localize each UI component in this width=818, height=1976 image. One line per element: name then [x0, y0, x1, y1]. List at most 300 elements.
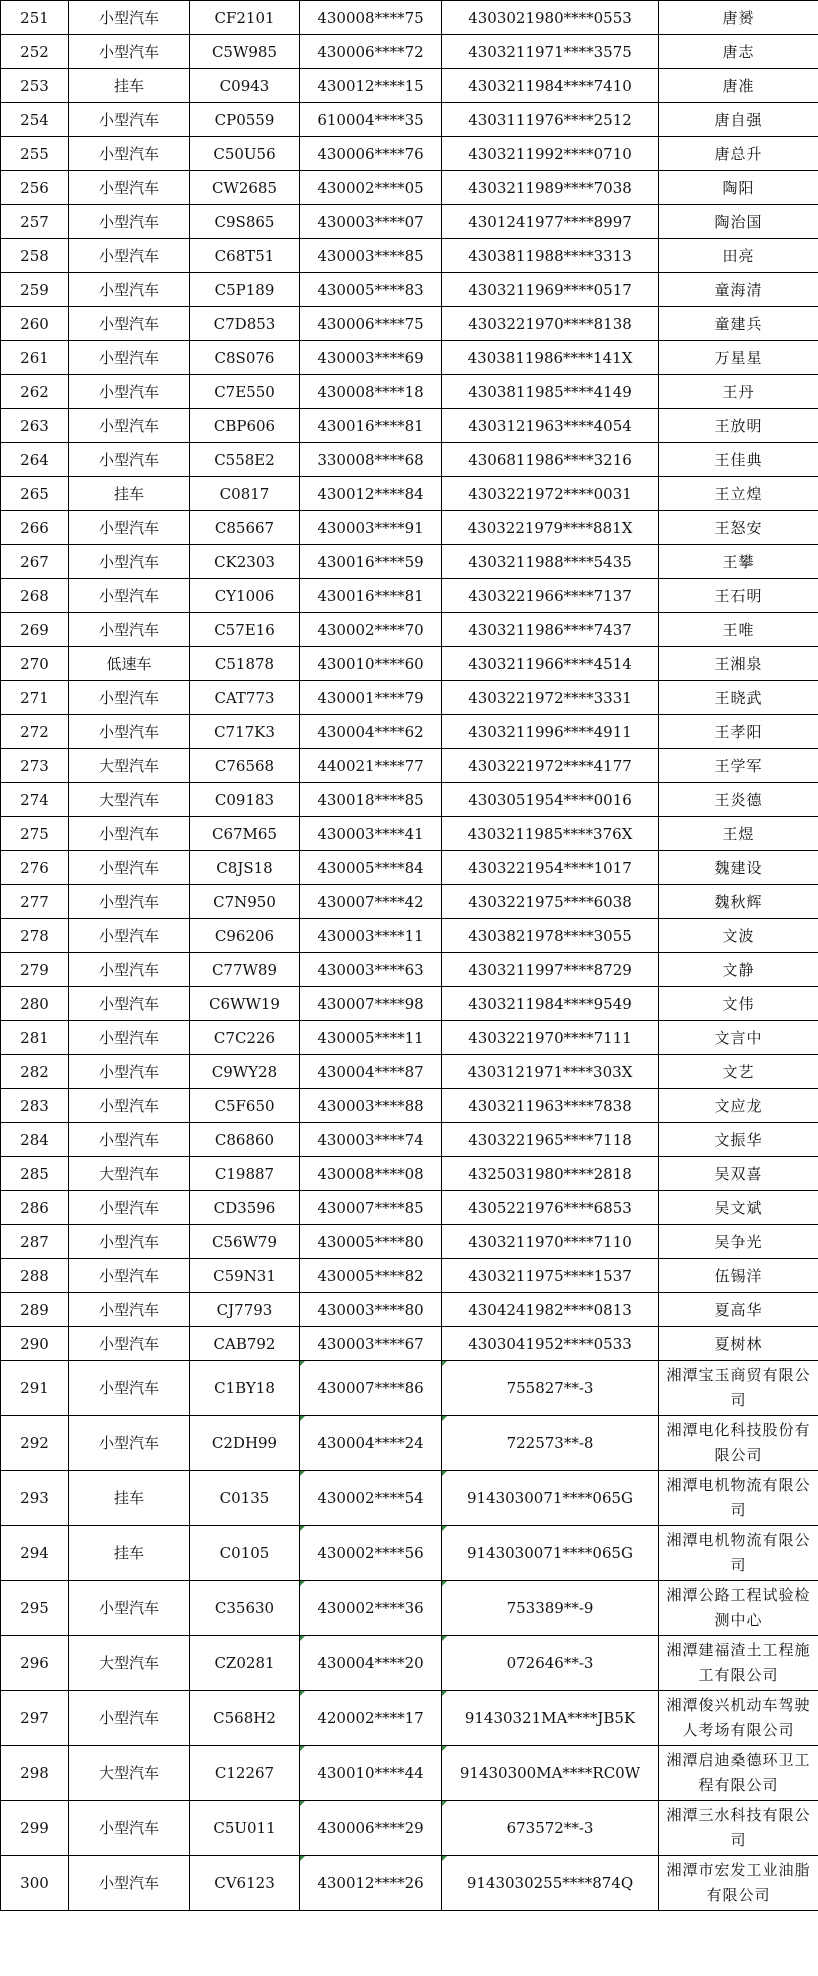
table-row	[1, 613, 818, 647]
owner-name-cell: 文艺	[659, 1055, 818, 1089]
owner-name-cell: 童建兵	[659, 307, 818, 341]
row-number-cell: 276	[1, 851, 69, 885]
id-number-cell: 4303121971****303X	[442, 1055, 659, 1089]
vehicle-type-cell: 小型汽车	[69, 715, 190, 749]
id-number-cell: 4303221979****881X	[442, 511, 659, 545]
table-row	[1, 239, 818, 273]
table-row	[1, 749, 818, 783]
vehicle-type-cell: 小型汽车	[69, 443, 190, 477]
owner-code-cell: 430010****44	[300, 1746, 442, 1801]
plate-number-cell: C76568	[190, 749, 300, 783]
vehicle-type-cell: 小型汽车	[69, 1327, 190, 1361]
table-row	[1, 409, 818, 443]
vehicle-type-cell: 小型汽车	[69, 205, 190, 239]
owner-name-cell: 王丹	[659, 375, 818, 409]
row-number-cell: 253	[1, 69, 69, 103]
plate-number-cell: C0105	[190, 1526, 300, 1581]
owner-name-cell: 王孝阳	[659, 715, 818, 749]
owner-code-cell: 430003****41	[300, 817, 442, 851]
owner-code-cell: 430007****42	[300, 885, 442, 919]
owner-name-cell: 王唯	[659, 613, 818, 647]
id-number-cell: 4303051954****0016	[442, 783, 659, 817]
owner-code-cell: 430003****80	[300, 1293, 442, 1327]
id-number-cell: 4303221975****6038	[442, 885, 659, 919]
table-row	[1, 1746, 818, 1801]
owner-code-cell: 430003****67	[300, 1327, 442, 1361]
owner-code-cell: 430003****07	[300, 205, 442, 239]
vehicle-type-cell: 小型汽车	[69, 307, 190, 341]
table-row	[1, 1691, 818, 1746]
vehicle-type-cell: 小型汽车	[69, 851, 190, 885]
table-row	[1, 1157, 818, 1191]
id-number-cell: 4303211988****5435	[442, 545, 659, 579]
row-number-cell: 283	[1, 1089, 69, 1123]
owner-code-cell: 430002****70	[300, 613, 442, 647]
owner-name-cell: 王怒安	[659, 511, 818, 545]
plate-number-cell: CW2685	[190, 171, 300, 205]
owner-code-cell: 430007****98	[300, 987, 442, 1021]
id-number-cell: 4304241982****0813	[442, 1293, 659, 1327]
id-number-cell: 4303221954****1017	[442, 851, 659, 885]
plate-number-cell: C0943	[190, 69, 300, 103]
plate-number-cell: C9S865	[190, 205, 300, 239]
plate-number-cell: CBP606	[190, 409, 300, 443]
vehicle-type-cell: 小型汽车	[69, 1021, 190, 1055]
owner-name-cell: 吴双喜	[659, 1157, 818, 1191]
row-number-cell: 275	[1, 817, 69, 851]
table-row	[1, 307, 818, 341]
plate-number-cell: C7E550	[190, 375, 300, 409]
id-number-cell: 4303211989****7038	[442, 171, 659, 205]
vehicle-type-cell: 大型汽车	[69, 1746, 190, 1801]
vehicle-type-cell: 小型汽车	[69, 273, 190, 307]
owner-code-cell: 430004****24	[300, 1416, 442, 1471]
owner-name-cell: 文波	[659, 919, 818, 953]
plate-number-cell: CV6123	[190, 1856, 300, 1911]
id-number-cell: 4303221972****3331	[442, 681, 659, 715]
owner-code-cell: 430005****80	[300, 1225, 442, 1259]
owner-code-cell: 430003****91	[300, 511, 442, 545]
owner-code-cell: 430008****75	[300, 1, 442, 35]
vehicle-type-cell: 小型汽车	[69, 1416, 190, 1471]
id-number-cell: 4303041952****0533	[442, 1327, 659, 1361]
id-number-cell: 9143030071****065G	[442, 1471, 659, 1526]
vehicle-type-cell: 小型汽车	[69, 1581, 190, 1636]
owner-code-cell: 430004****20	[300, 1636, 442, 1691]
id-number-cell: 4303221972****4177	[442, 749, 659, 783]
id-number-cell: 4303811988****3313	[442, 239, 659, 273]
vehicle-type-cell: 小型汽车	[69, 613, 190, 647]
plate-number-cell: CD3596	[190, 1191, 300, 1225]
plate-number-cell: C2DH99	[190, 1416, 300, 1471]
table-row	[1, 681, 818, 715]
plate-number-cell: C19887	[190, 1157, 300, 1191]
table-row	[1, 137, 818, 171]
table-row	[1, 579, 818, 613]
table-row	[1, 273, 818, 307]
owner-name-cell: 万星星	[659, 341, 818, 375]
owner-name-cell: 陶阳	[659, 171, 818, 205]
owner-code-cell: 430007****86	[300, 1361, 442, 1416]
vehicle-type-cell: 小型汽车	[69, 545, 190, 579]
row-number-cell: 293	[1, 1471, 69, 1526]
plate-number-cell: CZ0281	[190, 1636, 300, 1691]
table-row	[1, 1361, 818, 1416]
owner-name-cell: 王煜	[659, 817, 818, 851]
vehicle-type-cell: 小型汽车	[69, 409, 190, 443]
vehicle-type-cell: 挂车	[69, 1526, 190, 1581]
id-number-cell: 072646**-3	[442, 1636, 659, 1691]
plate-number-cell: C0817	[190, 477, 300, 511]
owner-name-cell: 吴文斌	[659, 1191, 818, 1225]
table-row	[1, 1225, 818, 1259]
id-number-cell: 4303211997****8729	[442, 953, 659, 987]
row-number-cell: 288	[1, 1259, 69, 1293]
owner-name-cell: 王晓武	[659, 681, 818, 715]
plate-number-cell: C68T51	[190, 239, 300, 273]
plate-number-cell: C7C226	[190, 1021, 300, 1055]
owner-name-cell: 湘潭三水科技有限公司	[659, 1801, 818, 1856]
row-number-cell: 284	[1, 1123, 69, 1157]
vehicle-type-cell: 大型汽车	[69, 1157, 190, 1191]
id-number-cell: 673572**-3	[442, 1801, 659, 1856]
owner-name-cell: 湘潭电机物流有限公司	[659, 1526, 818, 1581]
vehicle-type-cell: 小型汽车	[69, 1225, 190, 1259]
row-number-cell: 300	[1, 1856, 69, 1911]
id-number-cell: 4303111976****2512	[442, 103, 659, 137]
id-number-cell: 4303811985****4149	[442, 375, 659, 409]
vehicle-type-cell: 小型汽车	[69, 579, 190, 613]
vehicle-type-cell: 小型汽车	[69, 1293, 190, 1327]
row-number-cell: 263	[1, 409, 69, 443]
row-number-cell: 268	[1, 579, 69, 613]
owner-code-cell: 430003****74	[300, 1123, 442, 1157]
owner-code-cell: 330008****68	[300, 443, 442, 477]
plate-number-cell: CY1006	[190, 579, 300, 613]
owner-code-cell: 430001****79	[300, 681, 442, 715]
table-row	[1, 647, 818, 681]
vehicle-type-cell: 小型汽车	[69, 953, 190, 987]
owner-name-cell: 田亮	[659, 239, 818, 273]
owner-name-cell: 唐总升	[659, 137, 818, 171]
owner-code-cell: 430018****85	[300, 783, 442, 817]
owner-name-cell: 魏秋辉	[659, 885, 818, 919]
row-number-cell: 265	[1, 477, 69, 511]
vehicle-type-cell: 小型汽车	[69, 171, 190, 205]
table-row	[1, 1801, 818, 1856]
owner-name-cell: 湘潭建福渣土工程施工有限公司	[659, 1636, 818, 1691]
owner-name-cell: 文振华	[659, 1123, 818, 1157]
owner-name-cell: 唐自强	[659, 103, 818, 137]
id-number-cell: 4303821978****3055	[442, 919, 659, 953]
table-row	[1, 1327, 818, 1361]
owner-code-cell: 430002****56	[300, 1526, 442, 1581]
plate-number-cell: CJ7793	[190, 1293, 300, 1327]
table-row	[1, 1, 818, 35]
table-row	[1, 103, 818, 137]
owner-name-cell: 唐志	[659, 35, 818, 69]
id-number-cell: 4303211975****1537	[442, 1259, 659, 1293]
vehicle-type-cell: 小型汽车	[69, 239, 190, 273]
owner-name-cell: 湘潭宝玉商贸有限公司	[659, 1361, 818, 1416]
id-number-cell: 4303211996****4911	[442, 715, 659, 749]
owner-code-cell: 610004****35	[300, 103, 442, 137]
plate-number-cell: C35630	[190, 1581, 300, 1636]
vehicle-type-cell: 小型汽车	[69, 511, 190, 545]
row-number-cell: 258	[1, 239, 69, 273]
plate-number-cell: C5F650	[190, 1089, 300, 1123]
owner-name-cell: 王炎德	[659, 783, 818, 817]
table-row	[1, 69, 818, 103]
id-number-cell: 4303211984****7410	[442, 69, 659, 103]
owner-code-cell: 430006****29	[300, 1801, 442, 1856]
owner-code-cell: 430002****36	[300, 1581, 442, 1636]
id-number-cell: 755827**-3	[442, 1361, 659, 1416]
plate-number-cell: C96206	[190, 919, 300, 953]
owner-name-cell: 湘潭电机物流有限公司	[659, 1471, 818, 1526]
plate-number-cell: C77W89	[190, 953, 300, 987]
owner-name-cell: 湘潭俊兴机动车驾驶人考场有限公司	[659, 1691, 818, 1746]
row-number-cell: 261	[1, 341, 69, 375]
row-number-cell: 290	[1, 1327, 69, 1361]
plate-number-cell: C5W985	[190, 35, 300, 69]
plate-number-cell: C67M65	[190, 817, 300, 851]
table-row	[1, 341, 818, 375]
plate-number-cell: C7N950	[190, 885, 300, 919]
owner-code-cell: 430003****69	[300, 341, 442, 375]
row-number-cell: 266	[1, 511, 69, 545]
row-number-cell: 264	[1, 443, 69, 477]
row-number-cell: 272	[1, 715, 69, 749]
owner-name-cell: 文伟	[659, 987, 818, 1021]
table-row	[1, 171, 818, 205]
row-number-cell: 296	[1, 1636, 69, 1691]
row-number-cell: 292	[1, 1416, 69, 1471]
owner-code-cell: 430005****82	[300, 1259, 442, 1293]
id-number-cell: 4303121963****4054	[442, 409, 659, 443]
owner-code-cell: 430016****81	[300, 579, 442, 613]
row-number-cell: 267	[1, 545, 69, 579]
plate-number-cell: C56W79	[190, 1225, 300, 1259]
owner-code-cell: 430008****08	[300, 1157, 442, 1191]
owner-name-cell: 湘潭市宏发工业油脂有限公司	[659, 1856, 818, 1911]
row-number-cell: 259	[1, 273, 69, 307]
owner-name-cell: 文静	[659, 953, 818, 987]
vehicle-type-cell: 小型汽车	[69, 1691, 190, 1746]
table-row	[1, 1055, 818, 1089]
plate-number-cell: C558E2	[190, 443, 300, 477]
table-row	[1, 511, 818, 545]
table-row	[1, 1471, 818, 1526]
vehicle-type-cell: 小型汽车	[69, 1361, 190, 1416]
owner-code-cell: 430012****26	[300, 1856, 442, 1911]
owner-name-cell: 湘潭启迪桑德环卫工程有限公司	[659, 1746, 818, 1801]
vehicle-type-cell: 小型汽车	[69, 987, 190, 1021]
plate-number-cell: C09183	[190, 783, 300, 817]
owner-code-cell: 430003****85	[300, 239, 442, 273]
plate-number-cell: C51878	[190, 647, 300, 681]
vehicle-type-cell: 低速车	[69, 647, 190, 681]
row-number-cell: 287	[1, 1225, 69, 1259]
owner-code-cell: 420002****17	[300, 1691, 442, 1746]
row-number-cell: 280	[1, 987, 69, 1021]
vehicle-type-cell: 小型汽车	[69, 1, 190, 35]
table-row	[1, 1526, 818, 1581]
table-row	[1, 1636, 818, 1691]
id-number-cell: 9143030255****874Q	[442, 1856, 659, 1911]
owner-code-cell: 430006****75	[300, 307, 442, 341]
owner-code-cell: 430005****83	[300, 273, 442, 307]
vehicle-type-cell: 小型汽车	[69, 885, 190, 919]
id-number-cell: 4305221976****6853	[442, 1191, 659, 1225]
table-row	[1, 1021, 818, 1055]
owner-name-cell: 湘潭电化科技股份有限公司	[659, 1416, 818, 1471]
vehicle-type-cell: 小型汽车	[69, 817, 190, 851]
table-row	[1, 443, 818, 477]
owner-code-cell: 430005****84	[300, 851, 442, 885]
plate-number-cell: C12267	[190, 1746, 300, 1801]
table-row	[1, 1856, 818, 1911]
owner-code-cell: 430002****54	[300, 1471, 442, 1526]
owner-name-cell: 童海清	[659, 273, 818, 307]
table-row	[1, 1259, 818, 1293]
id-number-cell: 753389**-9	[442, 1581, 659, 1636]
owner-name-cell: 唐准	[659, 69, 818, 103]
id-number-cell: 4306811986****3216	[442, 443, 659, 477]
row-number-cell: 273	[1, 749, 69, 783]
row-number-cell: 298	[1, 1746, 69, 1801]
owner-code-cell: 430016****81	[300, 409, 442, 443]
id-number-cell: 4303221970****7111	[442, 1021, 659, 1055]
vehicle-type-cell: 小型汽车	[69, 1856, 190, 1911]
row-number-cell: 281	[1, 1021, 69, 1055]
vehicle-type-cell: 小型汽车	[69, 1801, 190, 1856]
owner-name-cell: 陶治国	[659, 205, 818, 239]
row-number-cell: 294	[1, 1526, 69, 1581]
row-number-cell: 278	[1, 919, 69, 953]
table-row	[1, 1089, 818, 1123]
owner-code-cell: 430002****05	[300, 171, 442, 205]
owner-name-cell: 夏高华	[659, 1293, 818, 1327]
table-row	[1, 953, 818, 987]
row-number-cell: 299	[1, 1801, 69, 1856]
table-row	[1, 919, 818, 953]
plate-number-cell: C717K3	[190, 715, 300, 749]
id-number-cell: 91430300MA****RC0W	[442, 1746, 659, 1801]
plate-number-cell: CAB792	[190, 1327, 300, 1361]
owner-code-cell: 430005****11	[300, 1021, 442, 1055]
owner-code-cell: 430012****15	[300, 69, 442, 103]
row-number-cell: 277	[1, 885, 69, 919]
owner-name-cell: 王湘泉	[659, 647, 818, 681]
owner-code-cell: 430004****87	[300, 1055, 442, 1089]
table-row	[1, 817, 818, 851]
row-number-cell: 254	[1, 103, 69, 137]
vehicle-type-cell: 小型汽车	[69, 1191, 190, 1225]
id-number-cell: 4303211986****7437	[442, 613, 659, 647]
vehicle-type-cell: 小型汽车	[69, 35, 190, 69]
owner-code-cell: 430004****62	[300, 715, 442, 749]
owner-name-cell: 夏树林	[659, 1327, 818, 1361]
vehicle-type-cell: 小型汽车	[69, 341, 190, 375]
table-row	[1, 1581, 818, 1636]
plate-number-cell: C57E16	[190, 613, 300, 647]
vehicle-type-cell: 小型汽车	[69, 1123, 190, 1157]
vehicle-type-cell: 大型汽车	[69, 1636, 190, 1691]
plate-number-cell: CK2303	[190, 545, 300, 579]
table-row	[1, 715, 818, 749]
owner-name-cell: 吴争光	[659, 1225, 818, 1259]
row-number-cell: 297	[1, 1691, 69, 1746]
plate-number-cell: C9WY28	[190, 1055, 300, 1089]
table-row	[1, 375, 818, 409]
plate-number-cell: C59N31	[190, 1259, 300, 1293]
vehicle-type-cell: 小型汽车	[69, 375, 190, 409]
table-row	[1, 1123, 818, 1157]
owner-name-cell: 唐赟	[659, 1, 818, 35]
row-number-cell: 286	[1, 1191, 69, 1225]
owner-code-cell: 430006****76	[300, 137, 442, 171]
row-number-cell: 260	[1, 307, 69, 341]
owner-name-cell: 王石明	[659, 579, 818, 613]
table-row	[1, 783, 818, 817]
owner-name-cell: 王攀	[659, 545, 818, 579]
id-number-cell: 9143030071****065G	[442, 1526, 659, 1581]
plate-number-cell: CAT773	[190, 681, 300, 715]
id-number-cell: 4303221970****8138	[442, 307, 659, 341]
row-number-cell: 282	[1, 1055, 69, 1089]
id-number-cell: 4303211970****7110	[442, 1225, 659, 1259]
row-number-cell: 255	[1, 137, 69, 171]
owner-code-cell: 430012****84	[300, 477, 442, 511]
vehicle-type-cell: 小型汽车	[69, 1259, 190, 1293]
owner-code-cell: 430003****88	[300, 1089, 442, 1123]
owner-name-cell: 文言中	[659, 1021, 818, 1055]
plate-number-cell: C8S076	[190, 341, 300, 375]
owner-code-cell: 440021****77	[300, 749, 442, 783]
owner-name-cell: 王学军	[659, 749, 818, 783]
owner-code-cell: 430003****63	[300, 953, 442, 987]
plate-number-cell: CP0559	[190, 103, 300, 137]
plate-number-cell: C8JS18	[190, 851, 300, 885]
id-number-cell: 4325031980****2818	[442, 1157, 659, 1191]
table-row	[1, 477, 818, 511]
vehicle-type-cell: 小型汽车	[69, 919, 190, 953]
vehicle-type-cell: 小型汽车	[69, 137, 190, 171]
id-number-cell: 4301241977****8997	[442, 205, 659, 239]
owner-name-cell: 王放明	[659, 409, 818, 443]
row-number-cell: 252	[1, 35, 69, 69]
owner-code-cell: 430003****11	[300, 919, 442, 953]
plate-number-cell: C86860	[190, 1123, 300, 1157]
plate-number-cell: C0135	[190, 1471, 300, 1526]
owner-name-cell: 湘潭公路工程试验检测中心	[659, 1581, 818, 1636]
plate-number-cell: CF2101	[190, 1, 300, 35]
row-number-cell: 262	[1, 375, 69, 409]
row-number-cell: 274	[1, 783, 69, 817]
row-number-cell: 291	[1, 1361, 69, 1416]
vehicle-type-cell: 大型汽车	[69, 783, 190, 817]
vehicle-type-cell: 小型汽车	[69, 1055, 190, 1089]
owner-code-cell: 430007****85	[300, 1191, 442, 1225]
row-number-cell: 285	[1, 1157, 69, 1191]
row-number-cell: 251	[1, 1, 69, 35]
plate-number-cell: C50U56	[190, 137, 300, 171]
vehicle-type-cell: 小型汽车	[69, 681, 190, 715]
table-row	[1, 1191, 818, 1225]
id-number-cell: 4303221966****7137	[442, 579, 659, 613]
vehicle-type-cell: 挂车	[69, 477, 190, 511]
